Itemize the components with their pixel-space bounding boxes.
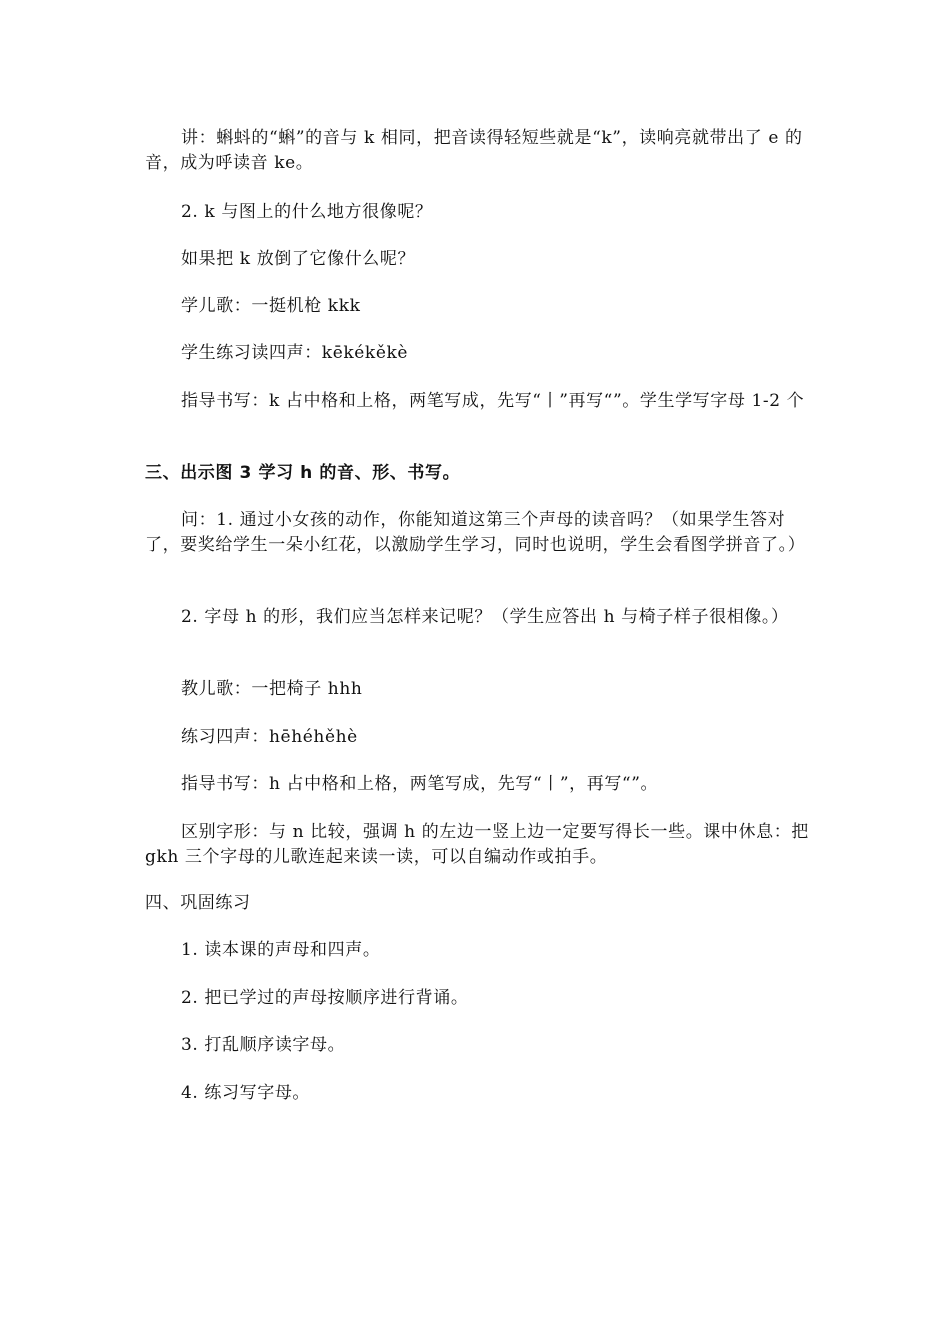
practice-item-1: 1. 读本课的声母和四声。 — [181, 940, 381, 960]
practice-item-3: 3. 打乱顺序读字母。 — [181, 1035, 346, 1055]
paragraph-question-h-sound: 问：1. 通过小女孩的动作，你能知道这第三个声母的读音吗？（如果学生答对了，要奖给学生一朵小红花，以激励学生学习，同时也说明，学生会看图学拼音了。） — [145, 510, 806, 555]
paragraph-question-h-shape: 2. 字母 h 的形，我们应当怎样来记呢？（学生应答出 h 与椅子样子很相像。） — [181, 607, 789, 627]
practice-item-4: 4. 练习写字母。 — [181, 1083, 311, 1103]
paragraph-distinguish-h-n: 区别字形：与 n 比较，强调 h 的左边一竖上边一定要写得长一些。课中休息：把 gkh 三个字母的儿歌连起来读一读，可以自编动作或拍手。 — [145, 822, 809, 867]
paragraph-explain-k-sound: 讲：蝌蚪的“蝌”的音与 k 相同，把音读得轻短些就是“k”，读响亮就带出了 e 的音，成为呼读音 ke。 — [145, 128, 803, 173]
paragraph-rhyme-h: 教儿歌：一把椅子 hhh — [181, 679, 363, 699]
paragraph-rhyme-k: 学儿歌：一挺机枪 kkk — [181, 296, 361, 316]
paragraph-question-k-shape: 2. k 与图上的什么地方很像呢？ — [181, 202, 433, 222]
practice-item-2: 2. 把已学过的声母按顺序进行背诵。 — [181, 988, 469, 1008]
paragraph-tones-k: 学生练习读四声：kēkékěkè — [181, 343, 409, 363]
paragraph-writing-h: 指导书写：h 占中格和上格，两笔写成，先写“丨”，再写“”。 — [181, 774, 659, 794]
section-heading-practice: 四、巩固练习 — [145, 893, 251, 913]
paragraph-tones-h: 练习四声：hēhéhěhè — [181, 727, 358, 747]
section-heading-h: 三、出示图 3 学习 h 的音、形、书写。 — [145, 463, 461, 483]
paragraph-question-k-rotated: 如果把 k 放倒了它像什么呢？ — [181, 249, 416, 269]
paragraph-writing-k: 指导书写：k 占中格和上格，两笔写成，先写“丨”再写“”。学生学写字母 1-2 个 — [181, 391, 805, 411]
